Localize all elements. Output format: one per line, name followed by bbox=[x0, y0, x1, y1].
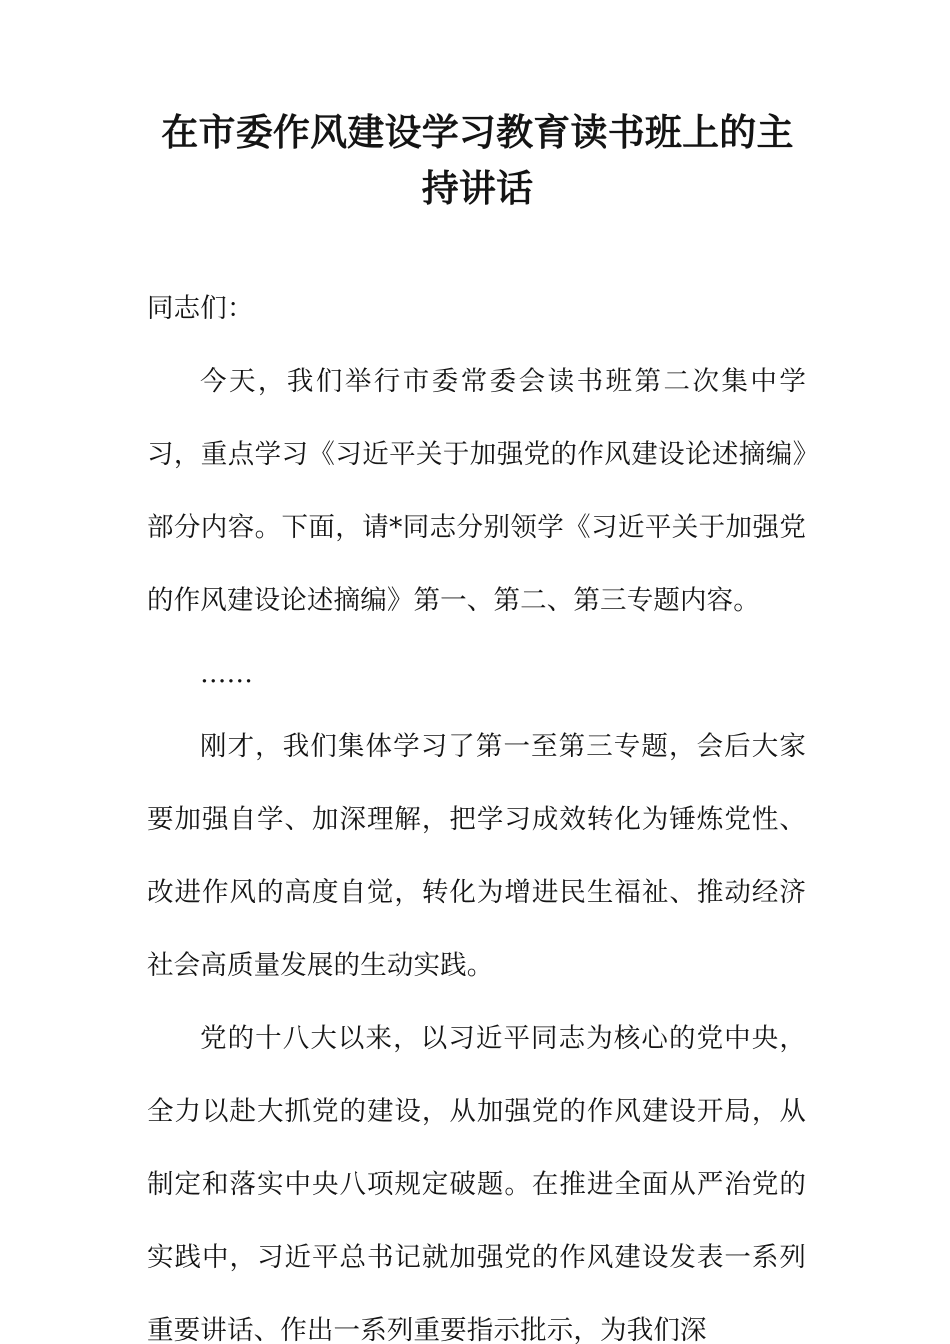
document-body bbox=[147, 272, 806, 1344]
paragraph-review-and-requirements: 刚才，我们集体学习了第一至第三专题，会后大家要加强自学、加深理解，把学习成效转化为锤炼党性、改进作风的高度自觉，转化为增进民生福祉、推动经济社会高质量发展的生动实践。 bbox=[147, 731, 806, 981]
paragraph-opening-agenda: 今天，我们举行市委常委会读书班第二次集中学习，重点学习《习近平关于加强党的作风建设论述摘编》部分内容。下面，请*同志分别领学《习近平关于加强党的作风建设论述摘编》第一、第二、第三专题内容。 bbox=[147, 366, 806, 616]
paragraph-salutation: 同志们： bbox=[147, 293, 254, 324]
paragraph-ellipsis-break: …… bbox=[200, 658, 253, 689]
page-title-line-1: 在市委作风建设学习教育读书班上的主持 bbox=[161, 110, 794, 210]
paragraph-background-since-18th-congress: 党的十八大以来，以习近平同志为核心的党中央，全力以赴大抓党的建设，从加强党的作风建设开局，从制定和落实中央八项规定破题。在推进全面从严治党的实践中，习近平总书记就加强党的作风建设发表一系列重要讲话、作出一系列重要指示批示，为我们深 bbox=[147, 1023, 806, 1344]
page-title bbox=[150, 104, 805, 216]
page-title-line-2: 讲话 bbox=[458, 166, 534, 210]
